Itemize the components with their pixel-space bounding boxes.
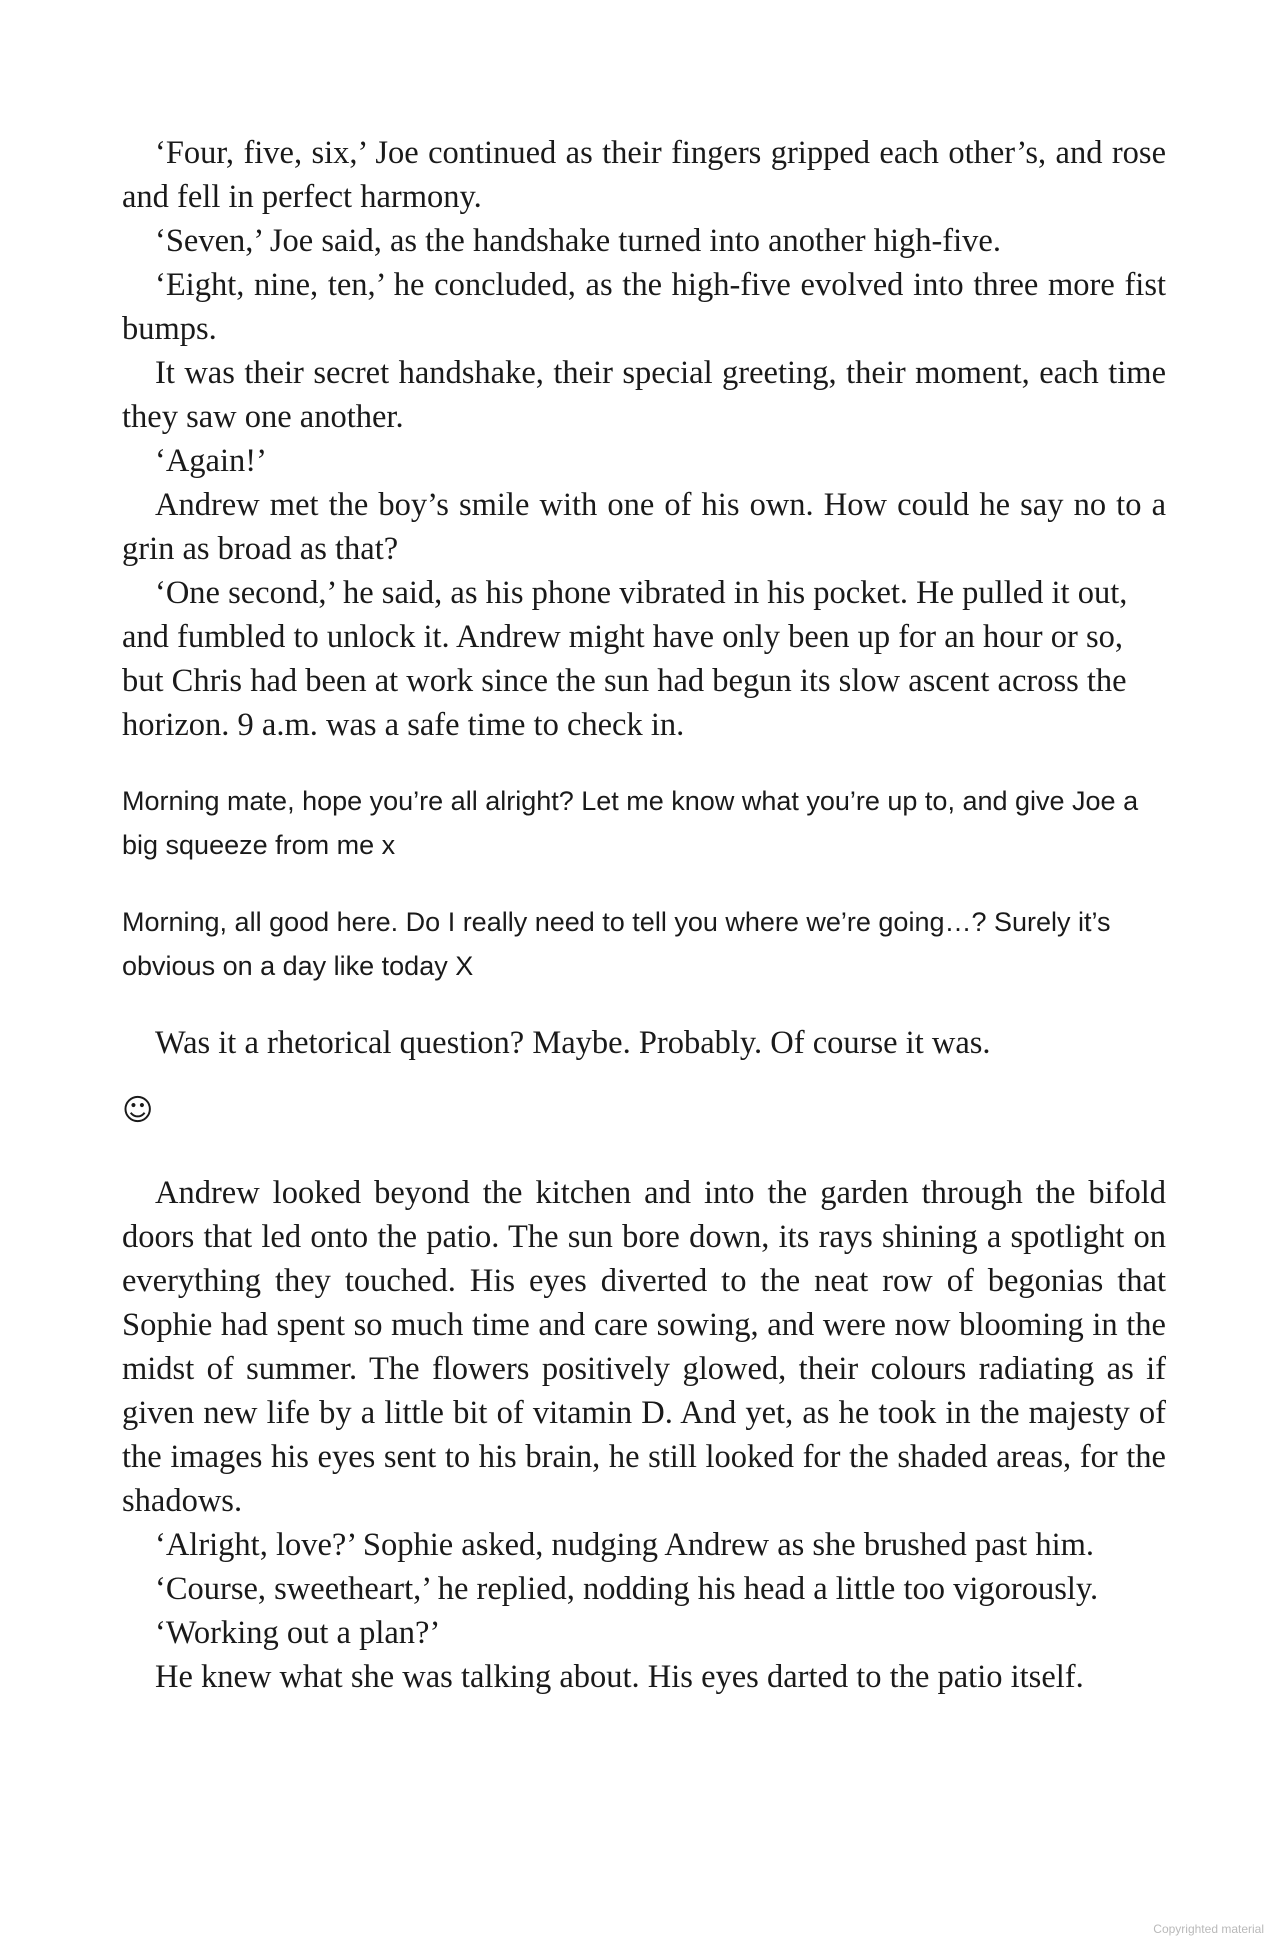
paragraph: It was their secret handshake, their special greeting, their moment, each time they saw one another. [122,355,1166,435]
paragraph: Andrew looked beyond the kitchen and into the garden through the bifold doors that led onto the patio. The sun bore down, its rays shining a spotlight on everything they touched. His eyes diverted to the neat row of begonias that Sophie had spent so much time and care sowing, and were now blooming in the midst of summer. The flowers positively glowed, their colours radiating as if given new life by a little bit of vitamin D. And yet, as he took in the majesty of the images his eyes sent to his brain, he still looked for the shaded areas, for the shadows. [122,1175,1166,1519]
paragraph: He knew what she was talking about. His eyes darted to the patio itself. [155,1659,1084,1695]
message-text: Morning, all good here. Do I really need to tell you where we’re going…? Surely it’s obvious on a day like today X [122,907,1111,981]
rhetorical-line [122,1021,1166,1065]
paragraph: ‘Eight, nine, ten,’ he concluded, as the high-five evolved into three more fist bumps. [122,267,1166,347]
paragraph: ‘Seven,’ Joe said, as the handshake turned into another high-five. [155,223,1001,259]
text-message-reply [122,900,1166,988]
paragraph: ‘Four, five, six,’ Joe continued as their fingers gripped each other’s, and rose and fell in perfect harmony. [122,135,1166,215]
paragraph: Was it a rhetorical question? Maybe. Probably. Of course it was. [155,1025,991,1061]
passage-top [122,131,1166,747]
paragraph: ‘Course, sweetheart,’ he replied, nodding his head a little too vigorously. [155,1571,1099,1607]
paragraph: ‘Again!’ [155,443,267,479]
text-message-incoming [122,779,1166,867]
paragraph: ‘Alright, love?’ Sophie asked, nudging Andrew as she brushed past him. [155,1527,1095,1563]
paragraph: ‘One second,’ he said, as his phone vibrated in his pocket. He pulled it out, and fumbled to unlock it. Andrew might have only been up for an hour or so, but Chris had been at work since the sun had begun its slow ascent across the horizon. 9 a.m. was a safe time to check in. [122,575,1128,743]
paragraph: Andrew met the boy’s smile with one of his own. How could he say no to a grin as broad as that? [122,487,1166,567]
passage-bottom [122,1171,1166,1699]
paragraph: ‘Working out a plan?’ [155,1615,441,1651]
message-text: Morning mate, hope you’re all alright? Let me know what you’re up to, and give Joe a big squeeze from me x [122,786,1139,860]
smiley-icon: ☺ [122,1093,154,1128]
copyright-watermark: Copyrighted material [1153,1922,1264,1936]
